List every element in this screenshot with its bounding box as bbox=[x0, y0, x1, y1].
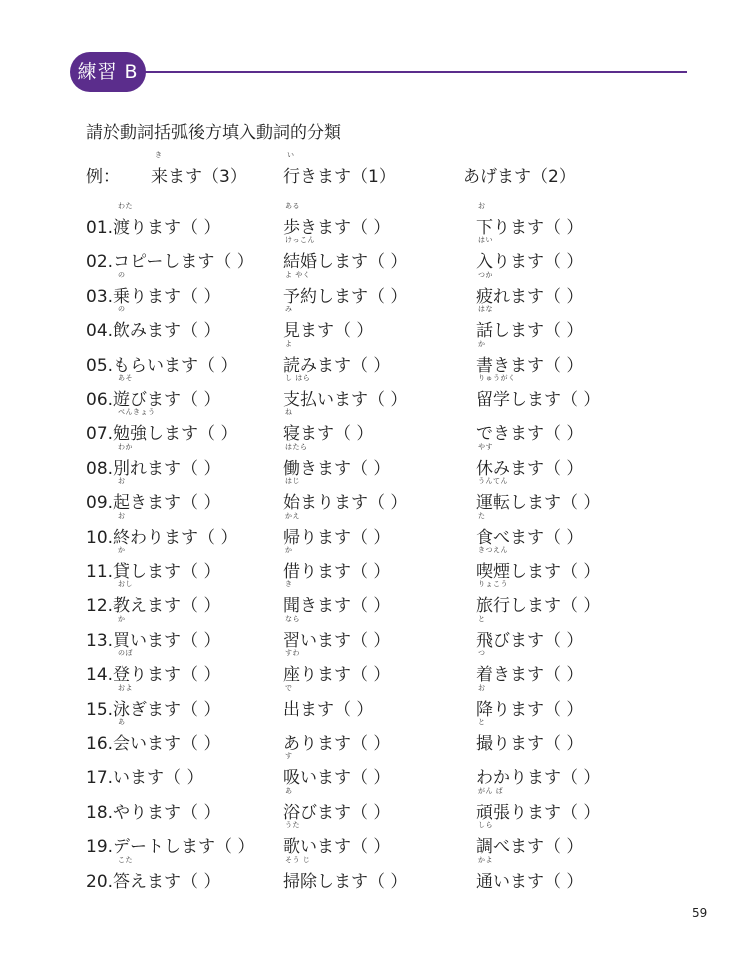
item-number: 19. bbox=[86, 837, 114, 858]
item-text: 帰ります（ ） bbox=[283, 527, 391, 548]
item-number: 09. bbox=[86, 493, 114, 514]
item-furigana: つか bbox=[478, 270, 493, 279]
exercise-item bbox=[86, 649, 221, 692]
item-text: できます（ ） bbox=[476, 424, 584, 445]
item-text: デートします（ ） bbox=[113, 837, 255, 858]
item-furigana: お bbox=[478, 202, 486, 210]
item-text: 見ます（ ） bbox=[283, 321, 374, 342]
exercise-item bbox=[476, 614, 584, 658]
item-number: 04. bbox=[86, 321, 114, 342]
item-text: 予約します（ ） bbox=[283, 286, 408, 307]
item-furigana: わた bbox=[118, 202, 133, 210]
exercise-item bbox=[86, 763, 203, 795]
item-furigana: お bbox=[478, 683, 486, 692]
item-furigana: か bbox=[285, 546, 293, 554]
exercise-item bbox=[86, 683, 221, 727]
item-furigana: お bbox=[118, 477, 126, 486]
item-number: 05. bbox=[86, 355, 114, 376]
item-text: 渡ります（ ） bbox=[113, 218, 221, 238]
item-text: 座ります（ ） bbox=[283, 665, 391, 686]
item-number: 01. bbox=[86, 218, 114, 238]
item-text: 乗ります（ ） bbox=[113, 286, 221, 307]
exercise-item bbox=[476, 683, 584, 727]
item-furigana: よ bbox=[285, 339, 293, 348]
item-text: 聞きます（ ） bbox=[283, 596, 391, 617]
item-text: 浴びます（ ） bbox=[283, 802, 391, 823]
item-text: 読みます（ ） bbox=[283, 355, 391, 376]
item-text: あります（ ） bbox=[283, 734, 391, 754]
exercise-item bbox=[86, 798, 220, 830]
item-text: 勉強します（ ） bbox=[113, 424, 238, 445]
item-text: 借ります（ ） bbox=[283, 562, 391, 582]
exercise-item bbox=[86, 247, 254, 279]
exercise-item bbox=[86, 442, 221, 486]
exercise-item bbox=[86, 408, 238, 451]
item-text: 撮ります（ ） bbox=[476, 734, 584, 754]
item-text: わかります（ ） bbox=[476, 768, 601, 789]
example-item-2 bbox=[283, 151, 396, 194]
item-number: 03. bbox=[86, 286, 114, 307]
exercise-item bbox=[283, 729, 390, 761]
item-furigana: うた bbox=[285, 821, 300, 830]
item-furigana: りゅうがく bbox=[478, 374, 516, 382]
example-item-1-text: 来ます（3） bbox=[151, 167, 247, 187]
item-furigana: はい bbox=[478, 236, 493, 245]
item-furigana: かよ bbox=[478, 855, 493, 864]
item-text: 飛びます（ ） bbox=[476, 630, 584, 651]
item-text: 出ます（ ） bbox=[283, 699, 374, 720]
page-number: 59 bbox=[692, 906, 708, 920]
item-furigana: りょこう bbox=[478, 580, 508, 589]
item-furigana: なら bbox=[285, 614, 300, 623]
item-furigana: と bbox=[478, 614, 486, 623]
exercise-item bbox=[283, 477, 408, 520]
item-furigana: はじ bbox=[285, 477, 300, 486]
item-furigana: の bbox=[118, 270, 126, 279]
item-text: 掃除します（ ） bbox=[283, 871, 408, 892]
exercise-item bbox=[86, 580, 221, 623]
item-furigana: き bbox=[285, 580, 293, 589]
item-furigana: かえ bbox=[285, 511, 300, 520]
item-number: 13. bbox=[86, 630, 114, 651]
item-text: 買います（ ） bbox=[113, 630, 221, 651]
item-text: 調べます（ ） bbox=[476, 837, 584, 858]
item-number: 18. bbox=[86, 802, 114, 823]
item-furigana: か bbox=[478, 339, 486, 348]
exercise-item bbox=[476, 786, 601, 830]
item-furigana: し はら bbox=[285, 374, 311, 382]
item-furigana: すわ bbox=[285, 649, 300, 658]
item-number: 17. bbox=[86, 768, 114, 789]
example-item-3-text: あげます（2） bbox=[463, 167, 576, 187]
item-text: 教えます（ ） bbox=[113, 596, 221, 617]
item-text: 休みます（ ） bbox=[476, 458, 584, 479]
item-text: 泳ぎます（ ） bbox=[113, 699, 221, 720]
item-furigana: うんてん bbox=[478, 477, 508, 486]
item-text: 寝ます（ ） bbox=[283, 424, 374, 445]
item-furigana: のぼ bbox=[118, 649, 133, 658]
exercise-item bbox=[86, 614, 221, 658]
item-text: 食べます（ ） bbox=[476, 527, 584, 548]
item-furigana: ある bbox=[285, 202, 300, 210]
item-furigana: す bbox=[285, 752, 293, 761]
exercise-item bbox=[476, 649, 584, 692]
item-number: 07. bbox=[86, 424, 114, 445]
item-furigana: み bbox=[285, 305, 293, 314]
example-item-1 bbox=[151, 151, 247, 194]
item-text: 答えます（ ） bbox=[113, 871, 221, 892]
exercise-item bbox=[283, 270, 408, 314]
item-text: 疲れます（ ） bbox=[476, 286, 584, 307]
item-text: 結婚します（ ） bbox=[283, 252, 408, 273]
exercise-item bbox=[283, 683, 374, 727]
item-furigana: はたら bbox=[285, 442, 308, 451]
item-furigana: あ bbox=[285, 786, 293, 795]
exercise-item bbox=[86, 477, 221, 520]
exercise-item bbox=[86, 351, 237, 383]
item-number: 12. bbox=[86, 596, 114, 617]
item-text: 始まります（ ） bbox=[283, 493, 408, 514]
item-furigana: けっこん bbox=[285, 236, 315, 245]
exercise-item bbox=[476, 855, 584, 899]
item-text: 登ります（ ） bbox=[113, 665, 221, 686]
item-text: コピーします（ ） bbox=[113, 252, 254, 273]
exercise-item bbox=[283, 305, 374, 348]
item-text: 会います（ ） bbox=[113, 734, 221, 754]
example-item-2-text: 行きます（1） bbox=[283, 167, 396, 187]
example-label: 例： bbox=[86, 167, 120, 187]
item-furigana: がん ば bbox=[478, 786, 504, 795]
item-text: 習います（ ） bbox=[283, 630, 391, 651]
item-furigana: つ bbox=[478, 649, 486, 658]
item-text: 話します（ ） bbox=[476, 321, 584, 342]
item-furigana: と bbox=[478, 718, 486, 726]
exercise-item bbox=[476, 477, 601, 520]
item-number: 10. bbox=[86, 527, 114, 548]
example-item-2-furigana: い bbox=[287, 151, 295, 159]
item-number: 15. bbox=[86, 699, 114, 720]
item-number: 14. bbox=[86, 665, 114, 686]
item-furigana: しら bbox=[478, 821, 493, 830]
item-furigana: わか bbox=[118, 442, 133, 451]
item-text: 歩きます（ ） bbox=[283, 218, 391, 238]
item-number: 02. bbox=[86, 252, 114, 273]
item-text: 下ります（ ） bbox=[476, 218, 584, 238]
item-furigana: ね bbox=[285, 408, 293, 417]
item-furigana: やす bbox=[478, 442, 493, 451]
exercise-item bbox=[476, 305, 584, 348]
exercise-item bbox=[283, 752, 391, 795]
item-text: 歌います（ ） bbox=[283, 837, 391, 858]
item-furigana: こた bbox=[118, 855, 133, 864]
item-number: 06. bbox=[86, 390, 114, 410]
item-text: 旅行します（ ） bbox=[476, 596, 601, 617]
exercise-item bbox=[86, 855, 221, 899]
instruction-text: 請於動詞括弧後方填入動詞的分類 bbox=[86, 123, 341, 143]
item-furigana: おし bbox=[118, 580, 133, 589]
exercise-item bbox=[283, 374, 408, 417]
exercise-item bbox=[283, 511, 391, 555]
item-text: 支払います（ ） bbox=[283, 390, 408, 410]
exercise-item bbox=[86, 305, 221, 348]
item-text: 働きます（ ） bbox=[283, 458, 391, 479]
item-text: もらいます（ ） bbox=[113, 355, 238, 376]
item-text: 着きます（ ） bbox=[476, 665, 584, 686]
exercise-item bbox=[86, 511, 238, 555]
item-text: 遊びます（ ） bbox=[113, 390, 221, 410]
item-furigana: あ bbox=[118, 718, 126, 726]
exercise-item bbox=[86, 832, 254, 864]
item-furigana: お bbox=[118, 511, 126, 520]
exercise-item bbox=[283, 546, 391, 589]
item-furigana: か bbox=[118, 546, 126, 554]
item-furigana: およ bbox=[118, 683, 133, 692]
item-text: 貸します（ ） bbox=[113, 562, 221, 582]
exercise-item bbox=[86, 718, 221, 761]
item-text: やります（ ） bbox=[113, 802, 221, 823]
item-furigana: きつえん bbox=[478, 546, 508, 554]
item-text: 別れます（ ） bbox=[113, 458, 221, 479]
item-furigana: べんきょう bbox=[118, 408, 156, 417]
item-text: 喫煙します（ ） bbox=[476, 562, 601, 582]
exercise-item bbox=[86, 270, 221, 314]
section-rule bbox=[140, 71, 687, 73]
item-number: 08. bbox=[86, 458, 114, 479]
item-number: 20. bbox=[86, 871, 114, 892]
section-badge: 練習 B bbox=[70, 52, 146, 92]
exercise-item bbox=[283, 649, 391, 692]
item-text: 留学します（ ） bbox=[476, 390, 601, 410]
item-text: 運転します（ ） bbox=[476, 493, 601, 514]
item-furigana: はな bbox=[478, 305, 493, 314]
item-furigana: の bbox=[118, 305, 126, 314]
item-furigana: そう じ bbox=[285, 855, 311, 864]
item-text: 飲みます（ ） bbox=[113, 321, 221, 342]
item-text: 通います（ ） bbox=[476, 871, 584, 892]
exercise-item bbox=[476, 580, 601, 623]
example-item-1-furigana: き bbox=[155, 151, 163, 159]
exercise-item bbox=[283, 855, 408, 899]
item-text: 吸います（ ） bbox=[283, 768, 391, 789]
exercise-item bbox=[86, 202, 221, 245]
item-text: 終わります（ ） bbox=[113, 527, 238, 548]
item-furigana: た bbox=[478, 511, 486, 520]
item-text: 入ります（ ） bbox=[476, 252, 584, 273]
item-furigana: あそ bbox=[118, 374, 133, 382]
item-text: います（ ） bbox=[113, 768, 204, 789]
item-text: 降ります（ ） bbox=[476, 699, 584, 720]
item-furigana: で bbox=[285, 683, 293, 692]
item-text: 頑張ります（ ） bbox=[476, 802, 601, 823]
item-number: 11. bbox=[86, 562, 114, 582]
exercise-item bbox=[476, 718, 584, 761]
exercise-item bbox=[86, 546, 221, 589]
item-furigana: か bbox=[118, 614, 126, 623]
example-item-3 bbox=[463, 162, 576, 194]
item-number: 16. bbox=[86, 734, 114, 754]
item-furigana: よ やく bbox=[285, 270, 311, 279]
item-text: 起きます（ ） bbox=[113, 493, 221, 514]
item-text: 書きます（ ） bbox=[476, 355, 584, 376]
exercise-item bbox=[476, 374, 601, 417]
